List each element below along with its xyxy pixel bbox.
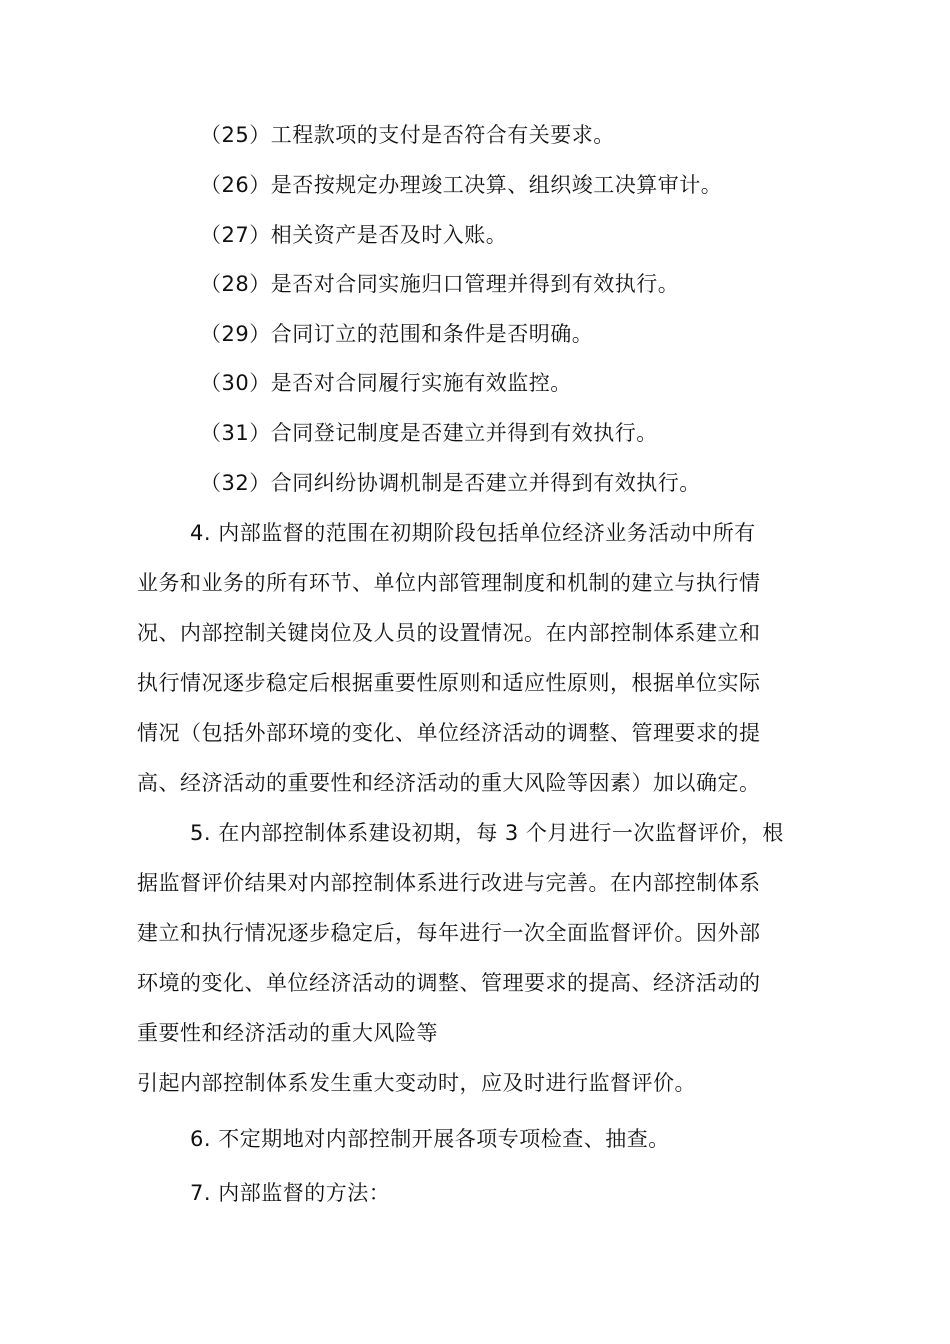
list-item-30: （30）是否对合同履行实施有效监控。 xyxy=(200,371,572,395)
paragraph-4-line-4: 执行情况逐步稳定后根据重要性原则和适应性原则，根据单位实际 xyxy=(137,671,761,695)
paragraph-6: 6. 不定期地对内部控制开展各项专项检查、抽查。 xyxy=(190,1127,670,1151)
paragraph-7: 7. 内部监督的方法： xyxy=(190,1181,391,1205)
paragraph-5-line-2: 据监督评价结果对内部控制体系进行改进与完善。在内部控制体系 xyxy=(137,871,761,895)
paragraph-4-line-1: 4. 内部监督的范围在初期阶段包括单位经济业务活动中所有 xyxy=(190,521,756,545)
list-item-25: （25）工程款项的支付是否符合有关要求。 xyxy=(200,123,615,147)
list-item-26: （26）是否按规定办理竣工决算、组织竣工决算审计。 xyxy=(200,173,723,197)
paragraph-4-line-6: 高、经济活动的重要性和经济活动的重大风险等因素）加以确定。 xyxy=(137,771,761,795)
paragraph-5-line-4: 环境的变化、单位经济活动的调整、管理要求的提高、经济活动的 xyxy=(137,971,761,995)
list-item-31: （31）合同登记制度是否建立并得到有效执行。 xyxy=(200,421,658,445)
paragraph-4-line-2: 业务和业务的所有环节、单位内部管理制度和机制的建立与执行情 xyxy=(137,571,761,595)
paragraph-5-line-3: 建立和执行情况逐步稳定后，每年进行一次全面监督评价。因外部 xyxy=(137,921,761,945)
list-item-28: （28）是否对合同实施归口管理并得到有效执行。 xyxy=(200,272,680,296)
paragraph-5-line-6: 引起内部控制体系发生重大变动时，应及时进行监督评价。 xyxy=(137,1071,696,1095)
paragraph-4-line-5: 情况（包括外部环境的变化、单位经济活动的调整、管理要求的提 xyxy=(137,721,761,745)
list-item-29: （29）合同订立的范围和条件是否明确。 xyxy=(200,322,594,346)
list-item-32: （32）合同纠纷协调机制是否建立并得到有效执行。 xyxy=(200,471,701,495)
paragraph-5-line-5: 重要性和经济活动的重大风险等 xyxy=(137,1021,438,1045)
paragraph-5-line-1: 5. 在内部控制体系建设初期，每 3 个月进行一次监督评价，根 xyxy=(190,821,784,845)
list-item-27: （27）相关资产是否及时入账。 xyxy=(200,223,508,247)
paragraph-4-line-3: 况、内部控制关键岗位及人员的设置情况。在内部控制体系建立和 xyxy=(137,621,761,645)
